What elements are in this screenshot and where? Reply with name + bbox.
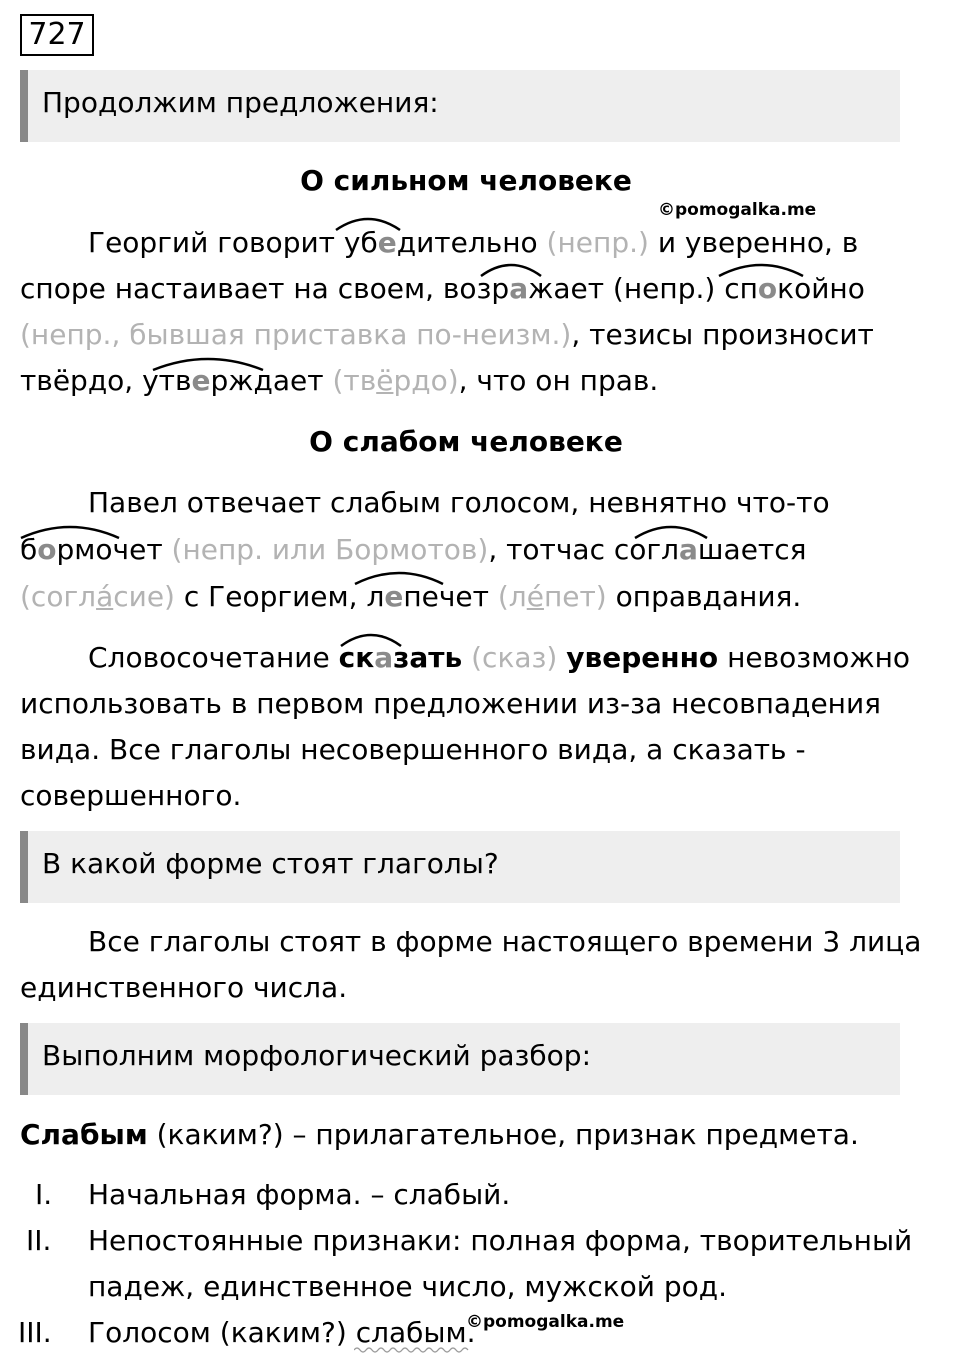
- list-marker-2: II.: [26, 1224, 52, 1257]
- root-arc-utverzhdaet: [150, 352, 266, 374]
- continue-banner-text: Продолжим предложения:: [42, 86, 439, 119]
- morph-banner: [20, 1023, 900, 1095]
- strong-line-1: Георгий говорит убедительно (непр.) и уверенно, в: [88, 226, 859, 259]
- combo-line-1: Словосочетание сказать (сказ) уверенно невозможно: [88, 641, 911, 674]
- word-skazat: сказать: [338, 641, 463, 674]
- word-soglashaetsya: соглашается: [613, 533, 807, 566]
- word-ubeditelno: убедительно: [343, 226, 538, 259]
- weak-line-3: (согла́сие) с Георгием, лепечет (ле́пет) оправдания.: [20, 580, 802, 613]
- word-vozrazhaet: возражает: [442, 272, 605, 305]
- weak-line-1: Павел отвечает слабым голосом, невнятно что-то: [88, 486, 830, 519]
- root-arc-ubeditelno: [333, 212, 403, 234]
- morph-heading: Слабым (каким?) – прилагательное, признак предмета.: [20, 1118, 859, 1151]
- list-marker-1: I.: [35, 1178, 53, 1211]
- list-item-1: Начальная форма. – слабый.: [88, 1178, 511, 1211]
- continue-banner: [20, 70, 900, 142]
- combo-line-3: вида. Все глаголы несовершенного вида, а сказать -: [20, 733, 806, 766]
- form-line-2: единственного числа.: [20, 971, 348, 1004]
- strong-title: О сильном человеке: [300, 164, 632, 197]
- spellcheck-squiggle: [354, 1345, 470, 1355]
- combo-line-4: совершенного.: [20, 779, 242, 812]
- strong-line-2: споре настаивает на своем, возражает (непр.) спокойно: [20, 272, 865, 305]
- root-arc-bormochet: [18, 520, 122, 542]
- root-arc-vozrazhaet: [478, 258, 544, 280]
- watermark-top: ©pomogalka.me: [658, 200, 817, 220]
- form-banner-text: В какой форме стоят глаголы?: [42, 847, 499, 880]
- root-arc-skazat: [338, 628, 404, 650]
- root-arc-lepechet: [352, 566, 446, 588]
- list-item-3: Голосом (каким?) слабым.: [88, 1316, 476, 1349]
- root-arc-soglashaetsya: [632, 520, 710, 542]
- combo-line-2: использовать в первом предложении из-за несовпадения: [20, 687, 882, 720]
- weak-line-2: бормочет (непр. или Бормотов), тотчас соглашается: [20, 533, 807, 566]
- watermark-bottom: ©pomogalka.me: [466, 1312, 625, 1332]
- word-bormochet: бормочет: [20, 533, 163, 566]
- list-marker-3: III.: [18, 1316, 52, 1349]
- strong-line-3: (непр., бывшая приставка по-неизм.), тезисы произносит: [20, 318, 874, 351]
- list-item-2-cont: падеж, единственное число, мужской род.: [88, 1270, 728, 1303]
- word-lepechet: лепечет: [366, 580, 489, 613]
- root-arc-spokoyno: [716, 258, 806, 280]
- form-line-1: Все глаголы стоят в форме настоящего времени 3 лица: [88, 925, 922, 958]
- strong-line-4: твёрдо, утверждает (твёрдо), что он прав.: [20, 364, 659, 397]
- form-banner: [20, 831, 900, 903]
- word-spokoyno: спокойно: [724, 272, 865, 305]
- task-number: 727: [20, 14, 94, 56]
- weak-title: О слабом человеке: [309, 425, 623, 458]
- list-item-2: Непостоянные признаки: полная форма, творительный: [88, 1224, 913, 1257]
- morph-banner-text: Выполним морфологический разбор:: [42, 1039, 592, 1072]
- word-utverzhdaet: утверждает: [142, 364, 324, 397]
